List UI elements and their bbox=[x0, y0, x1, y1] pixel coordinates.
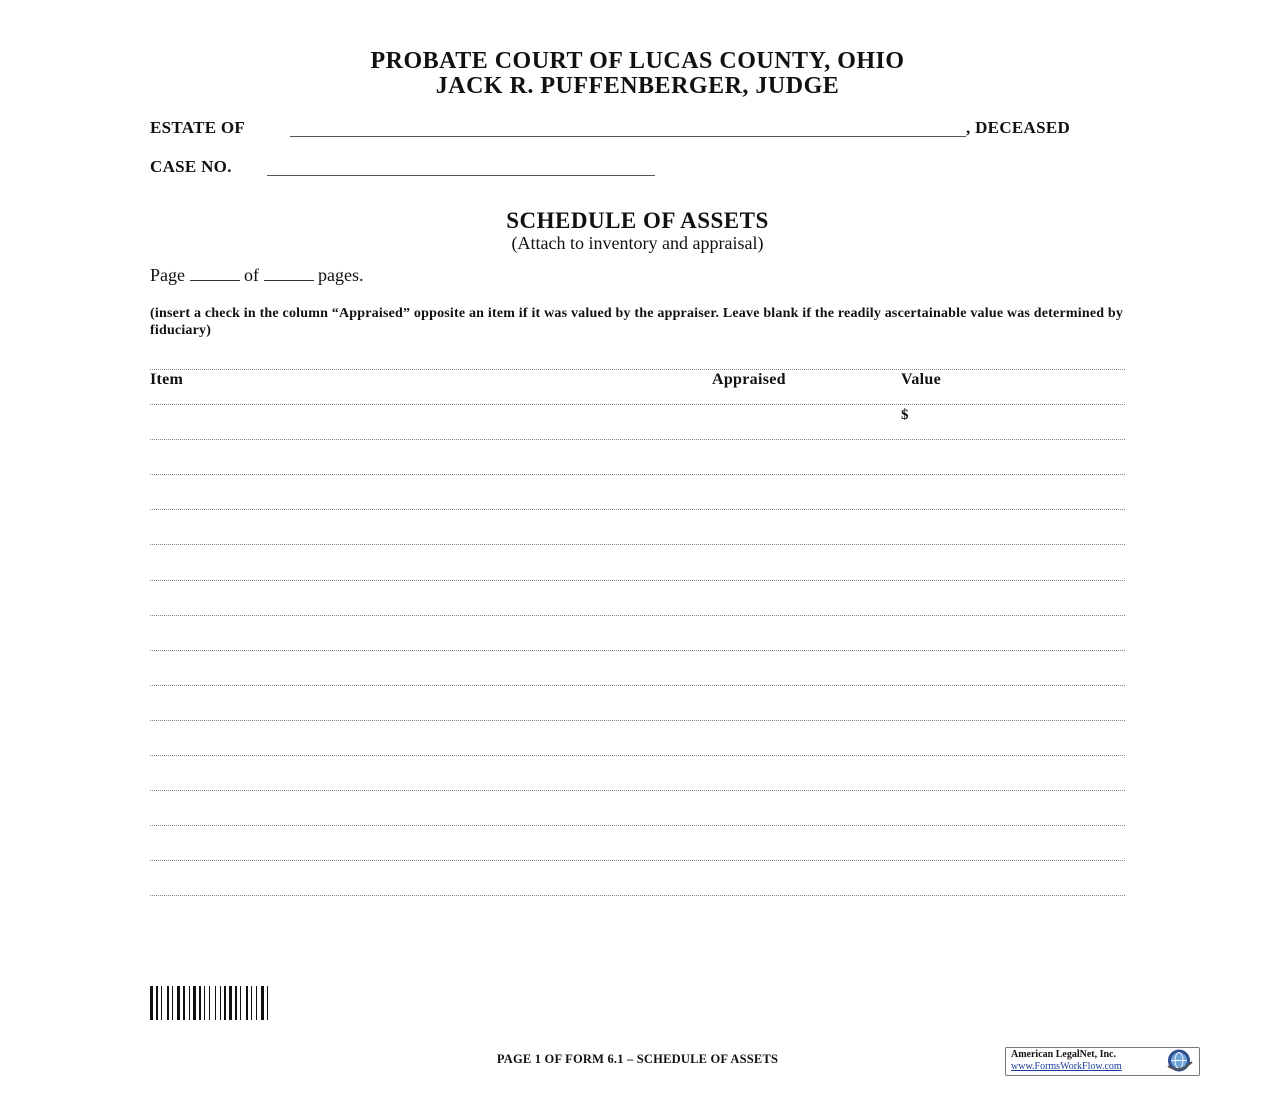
form-subtitle: (Attach to inventory and appraisal) bbox=[511, 233, 764, 253]
table-row[interactable] bbox=[150, 474, 1125, 475]
barcode bbox=[150, 986, 360, 1020]
table-row[interactable] bbox=[150, 439, 1125, 440]
total-pages-field[interactable] bbox=[264, 266, 314, 281]
table-row[interactable] bbox=[150, 755, 1125, 756]
table-row[interactable] bbox=[150, 720, 1125, 721]
case-no-label: CASE NO. bbox=[150, 157, 232, 176]
page-footer: PAGE 1 OF FORM 6.1 – SCHEDULE OF ASSETS bbox=[496, 1052, 779, 1066]
page-number-field[interactable] bbox=[190, 266, 240, 281]
table-row[interactable] bbox=[150, 650, 1125, 651]
page-count-line bbox=[150, 265, 363, 286]
table-row[interactable] bbox=[150, 544, 1125, 545]
form-title: SCHEDULE OF ASSETS bbox=[506, 208, 769, 233]
table-row[interactable] bbox=[150, 790, 1125, 791]
globe-logo-icon bbox=[1162, 1048, 1196, 1073]
court-name: PROBATE COURT OF LUCAS COUNTY, OHIO bbox=[370, 48, 905, 74]
column-header-value: Value bbox=[901, 371, 942, 388]
case-no-field[interactable] bbox=[267, 159, 655, 176]
table-row[interactable] bbox=[150, 825, 1125, 826]
table-row[interactable] bbox=[150, 509, 1125, 510]
currency-symbol: $ bbox=[901, 407, 909, 423]
deceased-label: , DECEASED bbox=[966, 118, 1071, 137]
table-row[interactable] bbox=[150, 685, 1125, 686]
pages-word: pages. bbox=[318, 265, 364, 285]
instructions-text: (insert a check in the column “Appraised” opposite an item if it was valued by the appraiser. Leave blank if the readily ascertainable value was determined by fiduciary) bbox=[150, 306, 1124, 338]
table-row[interactable] bbox=[150, 895, 1125, 896]
branding-company: American LegalNet, Inc. bbox=[1011, 1049, 1116, 1060]
of-word: of bbox=[244, 265, 259, 285]
table-row[interactable] bbox=[150, 615, 1125, 616]
estate-name-field[interactable] bbox=[290, 120, 966, 137]
table-top-rule bbox=[150, 369, 1125, 370]
table-row[interactable] bbox=[150, 404, 1125, 405]
judge-name: JACK R. PUFFENBERGER, JUDGE bbox=[435, 73, 840, 99]
column-header-appraised: Appraised bbox=[712, 371, 786, 388]
table-row[interactable] bbox=[150, 580, 1125, 581]
branding-url[interactable]: www.FormsWorkFlow.com bbox=[1011, 1061, 1122, 1072]
estate-label: ESTATE OF bbox=[150, 118, 246, 137]
column-header-item: Item bbox=[150, 371, 184, 388]
page-word: Page bbox=[150, 265, 185, 285]
table-row[interactable] bbox=[150, 860, 1125, 861]
